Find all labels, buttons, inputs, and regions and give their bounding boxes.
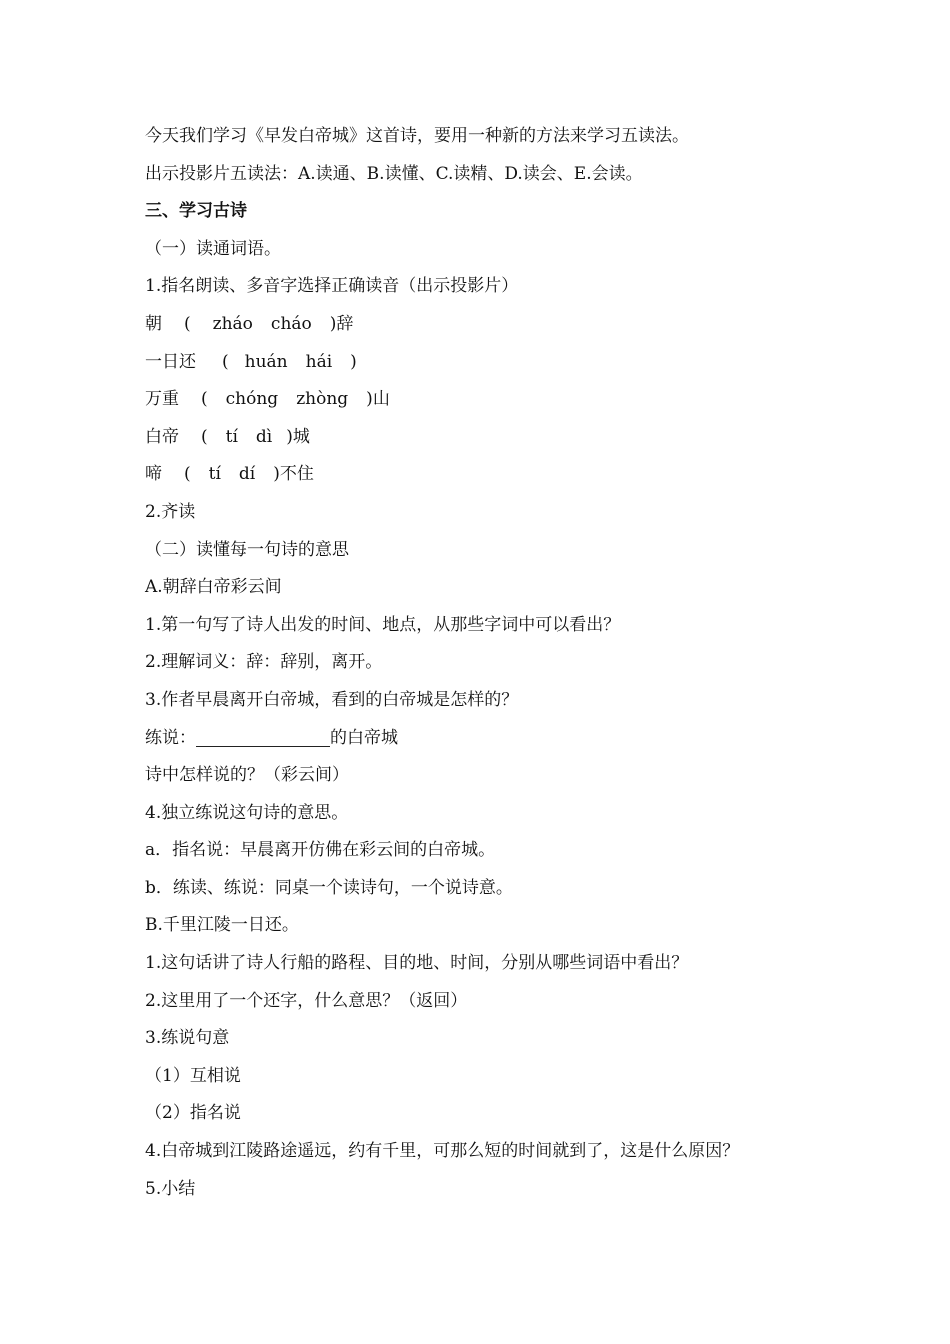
pinyin-option: zhòng <box>296 389 349 410</box>
pinyin-option: hái <box>305 351 333 372</box>
pinyin-option: huán <box>244 351 288 372</box>
list-item: 4.独立练说这句诗的意思。 <box>145 802 349 823</box>
fill-in-blank <box>196 726 330 747</box>
paren: ) <box>329 313 337 334</box>
list-item: （2）指名说 <box>145 1103 241 1124</box>
pinyin-row <box>145 306 825 344</box>
pinyin-word: 城 <box>292 426 310 447</box>
pinyin-word: 辞 <box>336 313 354 334</box>
list-item: b．练读、练说：同桌一个读诗句，一个说诗意。 <box>145 877 513 898</box>
pinyin-option: tí <box>208 464 221 485</box>
pinyin-option: cháo <box>270 313 312 334</box>
list-item: 1.指名朗读、多音字选择正确读音（出示投影片） <box>145 276 519 297</box>
paren: ) <box>273 464 280 485</box>
paren: ) <box>350 351 357 372</box>
list-item: 诗中怎样说的？（彩云间） <box>145 765 349 786</box>
list-item: a．指名说：早晨离开仿佛在彩云间的白帝城。 <box>145 840 496 861</box>
paren: ) <box>366 389 373 410</box>
pinyin-option: zháo <box>212 313 253 334</box>
pinyin-row <box>145 344 825 382</box>
paren: ) <box>286 426 293 447</box>
paren: ( <box>184 313 191 334</box>
document-body <box>145 118 825 1208</box>
practice-prefix: 练说： <box>145 727 196 748</box>
pinyin-option: chóng <box>225 389 279 410</box>
list-item: （1）互相说 <box>145 1065 241 1086</box>
list-item: 1.这句话讲了诗人行船的路程、目的地、时间，分别从哪些词语中看出？ <box>145 953 689 974</box>
paren: ( <box>222 351 229 372</box>
pinyin-option: dí <box>238 464 256 485</box>
pinyin-word: 啼 <box>145 464 162 485</box>
practice-suffix: 的白帝城 <box>330 727 398 748</box>
practice-line <box>145 720 825 758</box>
section-heading: 三、学习古诗 <box>145 201 247 222</box>
list-item: 4.白帝城到江陵路途遥远，约有千里，可那么短的时间就到了，这是什么原因？ <box>145 1141 740 1162</box>
list-item: 3.练说句意 <box>145 1028 230 1049</box>
pinyin-word: 万重 <box>145 389 179 410</box>
list-item: 1.第一句写了诗人出发的时间、地点，从那些字词中可以看出？ <box>145 614 621 635</box>
paren: ( <box>184 464 191 485</box>
pinyin-row <box>145 456 825 494</box>
list-item: 2.这里用了一个还字，什么意思？（返回） <box>145 990 468 1011</box>
subsection-heading: （二）读懂每一句诗的意思 <box>145 539 349 560</box>
pinyin-word: 白帝 <box>145 426 179 447</box>
pinyin-option: tí <box>225 426 238 447</box>
pinyin-word: 山 <box>372 389 390 410</box>
list-item: 5.小结 <box>145 1178 196 1199</box>
list-item: 3.作者早晨离开白帝城，看到的白帝城是怎样的？ <box>145 689 519 710</box>
pinyin-row <box>145 419 825 457</box>
pinyin-option: dì <box>255 426 273 447</box>
poem-line: A.朝辞白帝彩云间 <box>145 577 282 598</box>
list-item: 2.理解词义：辞：辞别，离开。 <box>145 652 383 673</box>
list-item: 2.齐读 <box>145 501 196 522</box>
pinyin-word: 朝 <box>145 313 162 334</box>
paren: ( <box>201 389 208 410</box>
intro-paragraph: 今天我们学习《早发白帝城》这首诗，要用一种新的方法来学习五读法。 <box>145 126 689 146</box>
paren: ( <box>201 426 208 447</box>
poem-line: B.千里江陵一日还。 <box>145 915 299 936</box>
subsection-heading: （一）读通词语。 <box>145 238 281 259</box>
pinyin-row <box>145 381 825 419</box>
pinyin-word: 一日还 <box>145 351 196 372</box>
five-methods-line: 出示投影片五读法：A.读通、B.读懂、C.读精、D.读会、E.会读。 <box>145 163 643 184</box>
pinyin-word: 不住 <box>279 464 314 485</box>
